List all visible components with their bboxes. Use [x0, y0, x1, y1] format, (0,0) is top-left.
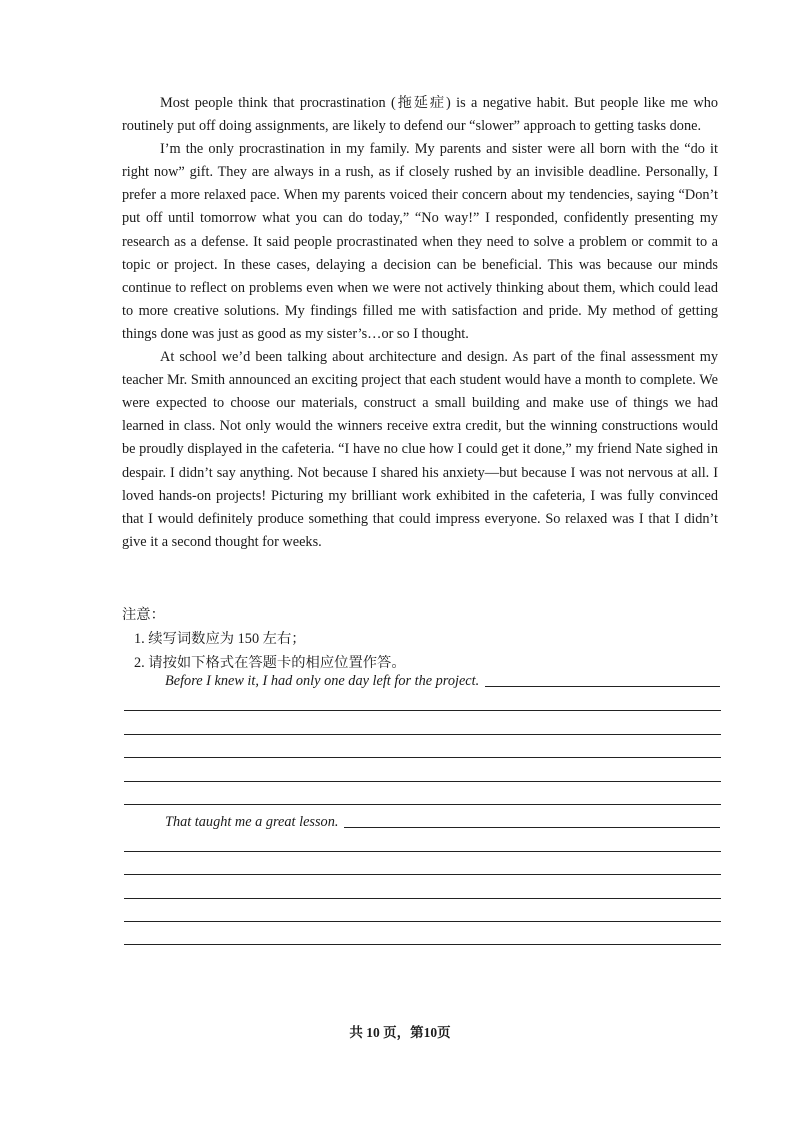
- answer-line[interactable]: [124, 874, 721, 875]
- continuation-prompt-2: [165, 814, 720, 831]
- answer-line[interactable]: [124, 804, 721, 805]
- answer-line[interactable]: [124, 757, 721, 758]
- notes-title: 注意：: [122, 607, 165, 623]
- answer-line[interactable]: [124, 944, 721, 945]
- prompt-2-writing-line[interactable]: [344, 827, 720, 828]
- continuation-prompt-1: [165, 673, 720, 690]
- page-footer: 共 10 页，第10页: [349, 1025, 451, 1040]
- prompt-1-writing-line[interactable]: [485, 686, 720, 687]
- reading-passage: [122, 92, 718, 554]
- prompt-1-text: Before I knew it, I had only one day left for the project.: [165, 673, 480, 689]
- prompt-2-text: That taught me a great lesson.: [165, 814, 339, 830]
- answer-line[interactable]: [124, 898, 721, 899]
- answer-line[interactable]: [124, 781, 721, 782]
- passage-paragraph-3: At school we’d been talking about architecture and design. As part of the final assessment my teacher Mr. Smith announced an exciting project that each student would have a month to complete. We were expected to choose our materials, construct a small building and make use of things we had learned in class. Not only would the winners receive extra credit, but the winning constructions would be proudly displayed in the cafeteria. “I have no clue how I could get it done,” my friend Nate sighed in despair. I didn’t say anything. Not because I shared his anxiety—but because I was not nervous at all. I loved hands-on projects! Picturing my brilliant work exhibited in the cafeteria, I was fully convinced that I would definitely produce something that could impress everyone. So relaxed was I that I didn’t give it a second thought for weeks.: [122, 349, 718, 550]
- note-item-word-count: 1. 续写词数应为 150 左右；: [134, 631, 306, 647]
- passage-paragraph-1: Most people think that procrastination (拖延症) is a negative habit. But people like me who routinely put off doing assignments, are likely to defend our “slower” approach to getting tasks done.: [122, 95, 718, 135]
- answer-line[interactable]: [124, 710, 721, 711]
- answer-line[interactable]: [124, 921, 721, 922]
- passage-paragraph-2: I’m the only procrastination in my family. My parents and sister were all born with the “do it right now” gift. They are always in a rush, as if closely rushed by an invisible deadline. Personally, I prefer a more relaxed pace. When my parents voiced their concern about my tendencies, saying “Don’t put off until tomorrow what you can do today,” “No way!” I responded, confidently presenting my research as a defense. It said people procrastinated when they need to solve a problem or commit to a topic or project. In these cases, delaying a decision can be beneficial. This was because our minds continue to reflect on problems even when we were not actively thinking about them, which could lead to more creative solutions. My findings filled me with satisfaction and pride. My method of getting things done was just as good as my sister’s…or so I thought.: [122, 141, 718, 342]
- note-item-answer-format: 2. 请按如下格式在答题卡的相应位置作答。: [134, 655, 406, 671]
- answer-line[interactable]: [124, 851, 721, 852]
- answer-line[interactable]: [124, 734, 721, 735]
